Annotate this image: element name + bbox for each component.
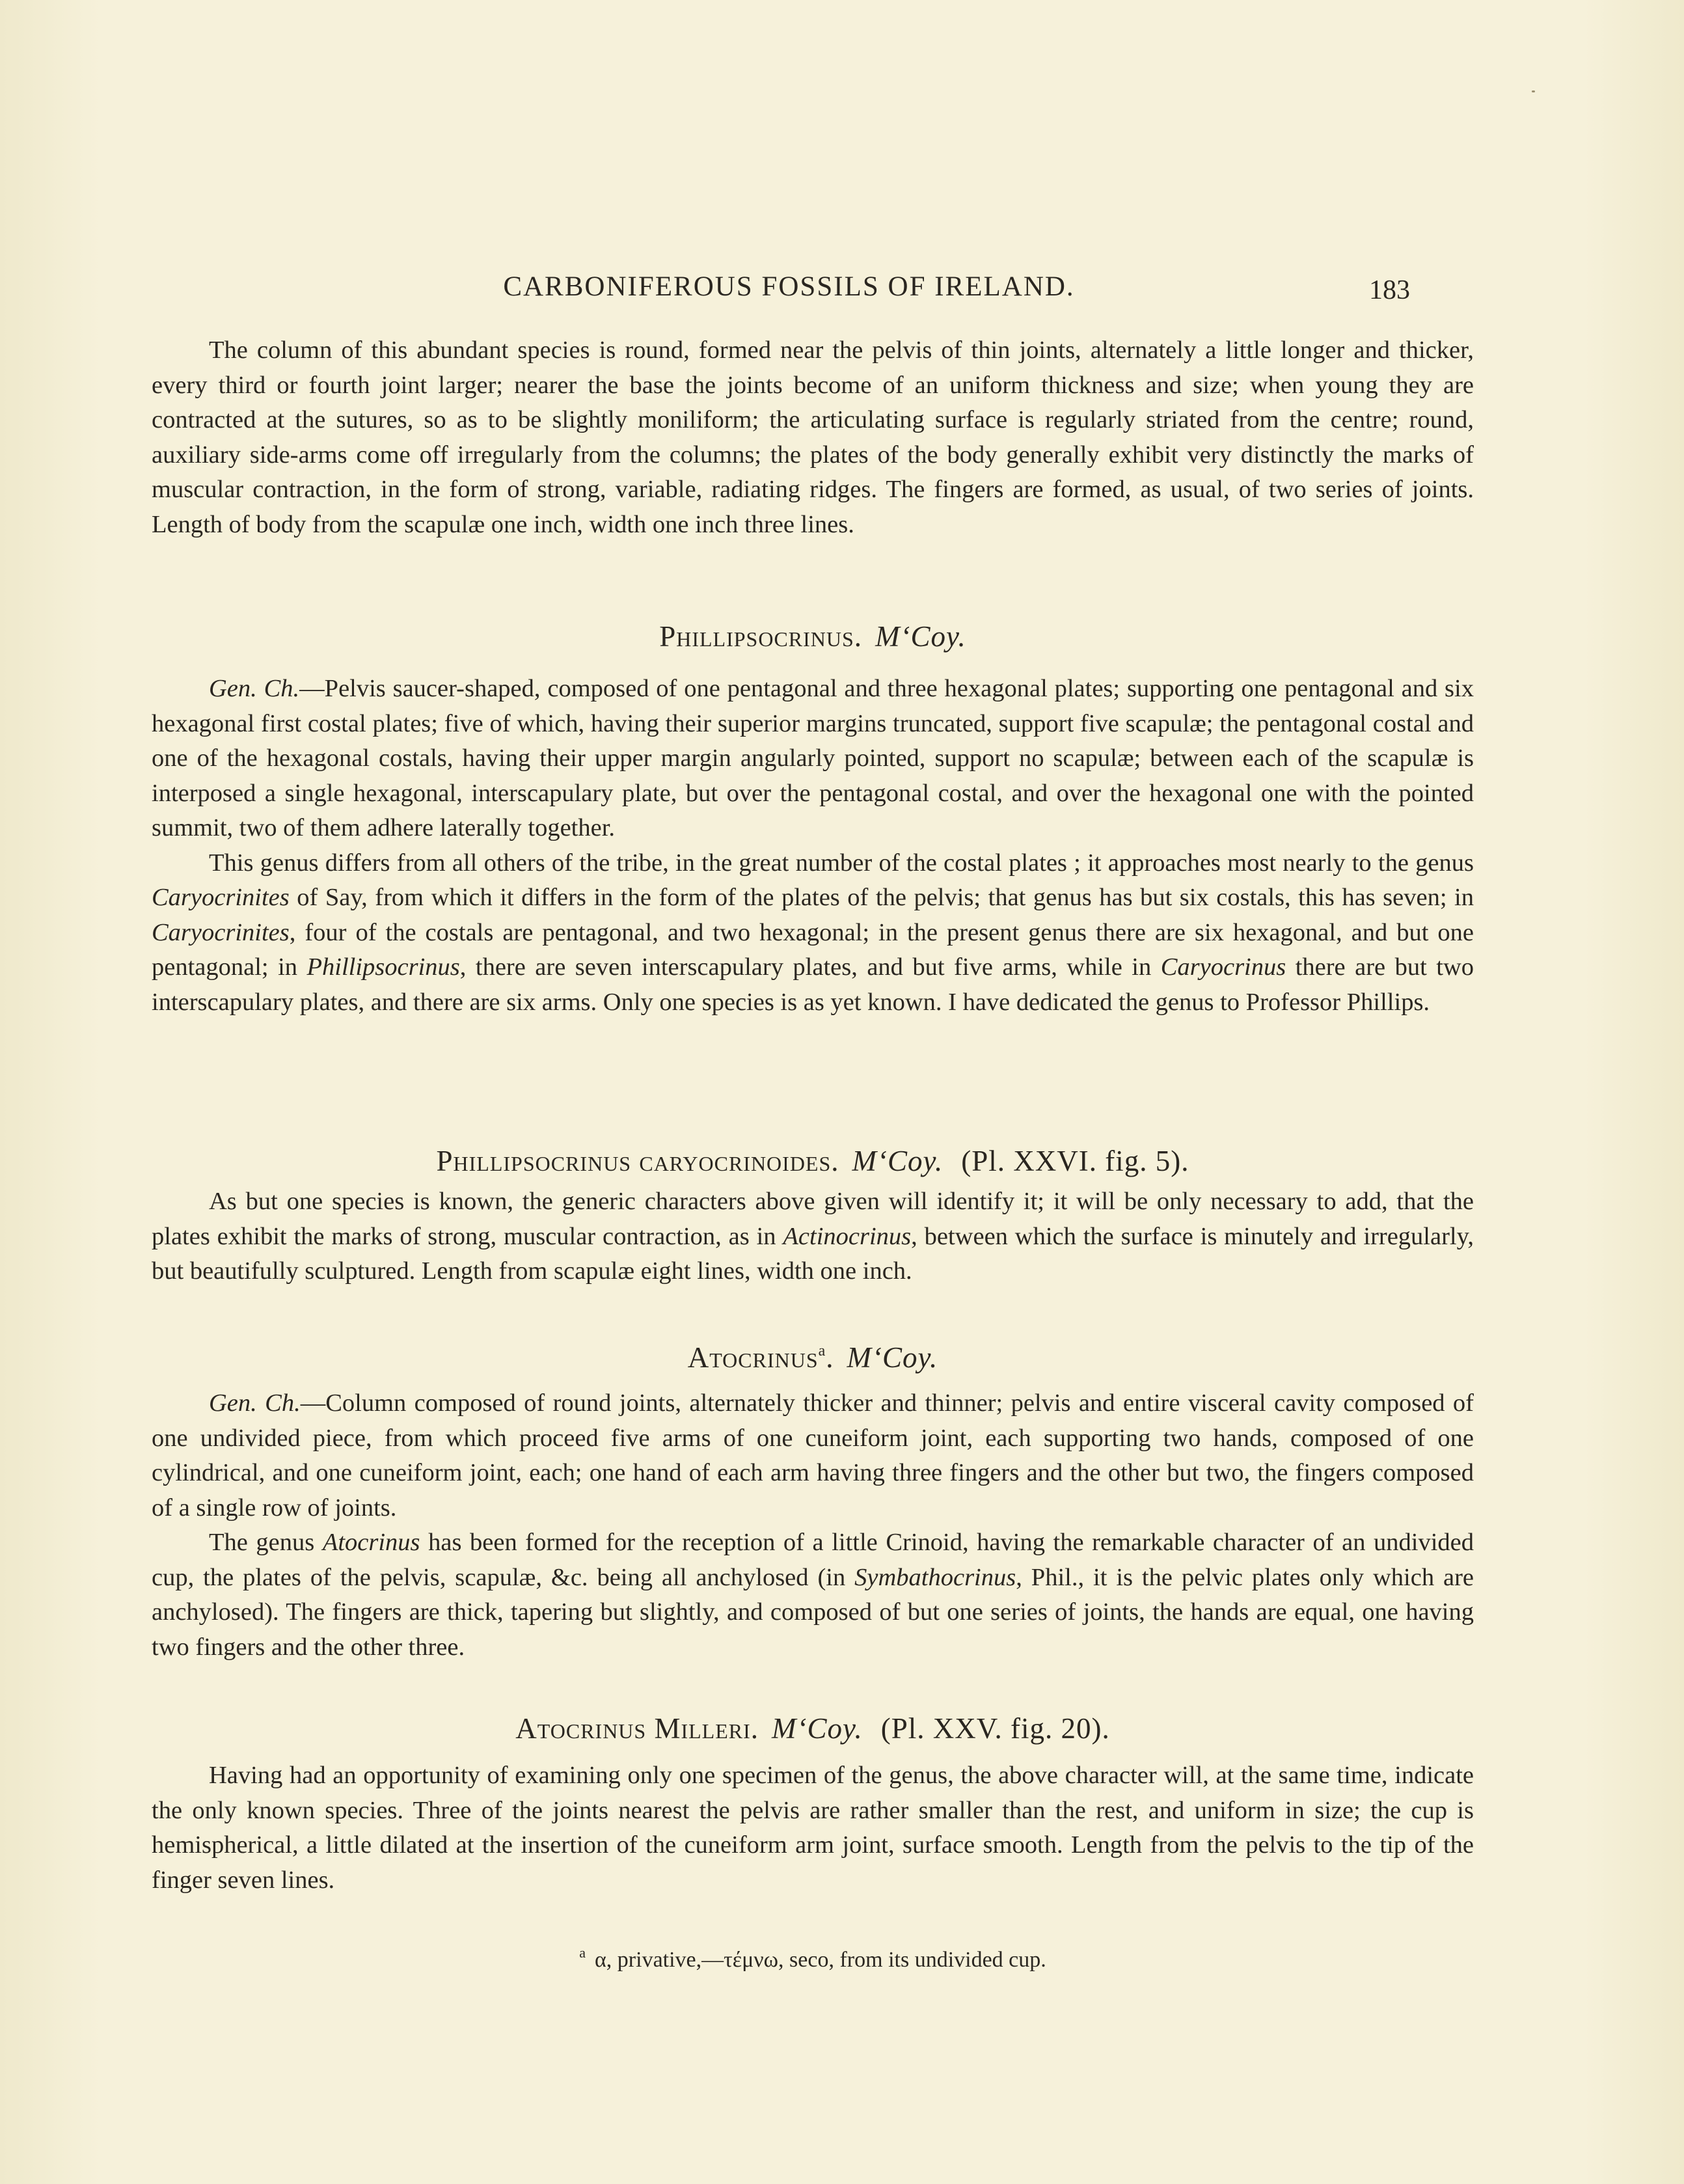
genus-heading-atocrinus [152,1341,1474,1374]
footnote-marker: a [579,1945,586,1961]
gen-ch-text: —Column composed of round joints, alternately thicker and thinner; pelvis and entire visceral cavity composed of one undivided piece, from which proceed five arms of one cuneiform joint, each supporting two hands, composed of one cylindrical, and one cuneiform joint, each; one hand of each arm having three fingers and the other but two, the fingers composed of a single row of joints. [152,1389,1474,1522]
gen-ch-text: —Pelvis saucer-shaped, composed of one pentagonal and three hexagonal plates; supporting one pentagonal and six hexagonal first costal plates; five of which, having their superior margins truncated, support five scapulæ; the pentagonal costal and one of the hexagonal costals, having their upper margin angularly pointed, support no scapulæ; between each of the scapulæ is interposed a single hexagonal, interscapulary plate, but over the pentagonal costal, and over the hexagonal one with the pointed summit, two of them adhere laterally together. [152,675,1474,841]
species-name: Atocrinus Milleri. [515,1712,759,1745]
text-run: , there are seven interscapulary plates, and but five arms, while in [459,953,1161,981]
text-run: of Say, from which it differs in the form of the plates of the pelvis; that genus has but six costals, this has seven; in [289,884,1474,911]
generic-characters-paragraph [152,1386,1474,1525]
species-name: Phillipsocrinus caryocrinoides. [436,1145,839,1177]
genus-italic: Actinocrinus [783,1222,912,1250]
text-run: The genus [209,1529,323,1556]
genus-italic: Caryocrinus [1160,953,1286,981]
genus-name: Atocrinus [687,1341,819,1374]
footnote-text: α, privative,—τέμνω, seco, from its undivided cup. [594,1948,1046,1972]
text-run: , Phil., it is the pelvic plates only which are anchylosed). The fingers are thick, tapering but slightly, and composed of but one series of joints, the hands are equal, one having two fingers and the other three. [152,1563,1474,1661]
text-run: has been formed for the reception of a little Crinoid, having the remarkable character of an undivided cup, the plates of the pelvis, scapulæ, &c. being all anchylosed (in [152,1529,1474,1591]
discussion-paragraph [152,846,1474,1020]
footnote-marker: a [818,1343,826,1359]
species-description: Having had an opportunity of examining only one specimen of the genus, the above character will, at the same time, indicate the only known species. Three of the joints nearest the pelvis are rather smaller than the rest, and uniform in size; the cup is hemispherical, a little dilated at the insertion of the cuneiform arm joint, surface smooth. Length from the pelvis to the tip of the finger seven lines. [152,1762,1474,1894]
genus-italic: Atocrinus [322,1529,420,1556]
intro-section [152,333,1474,542]
text-run: , four of the costals are pentagonal, and two hexagonal; in the present genus there are six hexagonal, and but one pentagonal; in [152,918,1474,981]
running-title: CARBONIFEROUS FOSSILS OF IRELAND. [503,271,1075,302]
text-run: As but one species is known, the generic characters above given will identify it; it will be only necessary to add, that the plates exhibit the marks of strong, muscular contraction, as in [152,1188,1474,1250]
footnote [152,1945,1474,1972]
genus-italic: Symbathocrinus [854,1563,1016,1591]
genus-heading-phillipsocrinus [152,620,1474,653]
generic-characters-paragraph [152,672,1474,846]
species-description [152,1184,1474,1289]
atocrinus-section [152,1386,1474,1665]
genus-italic: Caryocrinites [152,884,290,911]
species-heading-caryocrinoides [152,1144,1474,1178]
paper-speck [1532,90,1535,92]
phillipsocrinus-section [152,672,1474,1020]
author-name: M‘Coy. [875,620,966,653]
plate-reference: (Pl. XXV. fig. 20). [880,1712,1110,1745]
author-name: M‘Coy. [847,1341,938,1374]
text-run: there are but two interscapulary plates, and there are six arms. Only one species is as yet known. I have dedicated the genus to Professor Phillips. [152,953,1474,1016]
caryocrinoides-section [152,1184,1474,1289]
author-name: M‘Coy. [772,1712,863,1745]
genus-italic: Caryocrinites [152,918,290,946]
gen-ch-label: Gen. Ch. [209,675,300,702]
gen-ch-label: Gen. Ch. [209,1389,301,1417]
text-run: This genus differs from all others of the tribe, in the great number of the costal plates ; it approaches most nearly to the genus [209,849,1474,877]
milleri-section [152,1758,1474,1898]
text-run: , between which the surface is minutely and irregularly, but beautifully sculptured. Length from scapulæ eight lines, width one inch. [152,1222,1474,1285]
page-number: 183 [1369,275,1410,305]
discussion-paragraph [152,1525,1474,1665]
genus-name: Phillipsocrinus. [659,620,863,653]
plate-reference: (Pl. XXVI. fig. 5). [961,1145,1189,1177]
intro-paragraph: The column of this abundant species is round, formed near the pelvis of thin joints, alternately a little longer and thicker, every third or fourth joint larger; nearer the base the joints become of an uniform thickness and size; when young they are contracted at the sutures, so as to be slightly moniliform; the articulating surface is regularly striated from the centre; round, auxiliary side-arms come off irregularly from the columns; the plates of the body generally exhibit very distinctly the marks of muscular contraction, in the form of strong, variable, radiating ridges. The fingers are formed, as usual, of two series of joints. Length of body from the scapulæ one inch, width one inch three lines. [152,336,1474,538]
genus-italic: Phillipsocrinus [306,953,460,981]
author-name: M‘Coy. [852,1145,944,1177]
heading-period: . [826,1341,834,1374]
species-heading-milleri [152,1712,1474,1745]
